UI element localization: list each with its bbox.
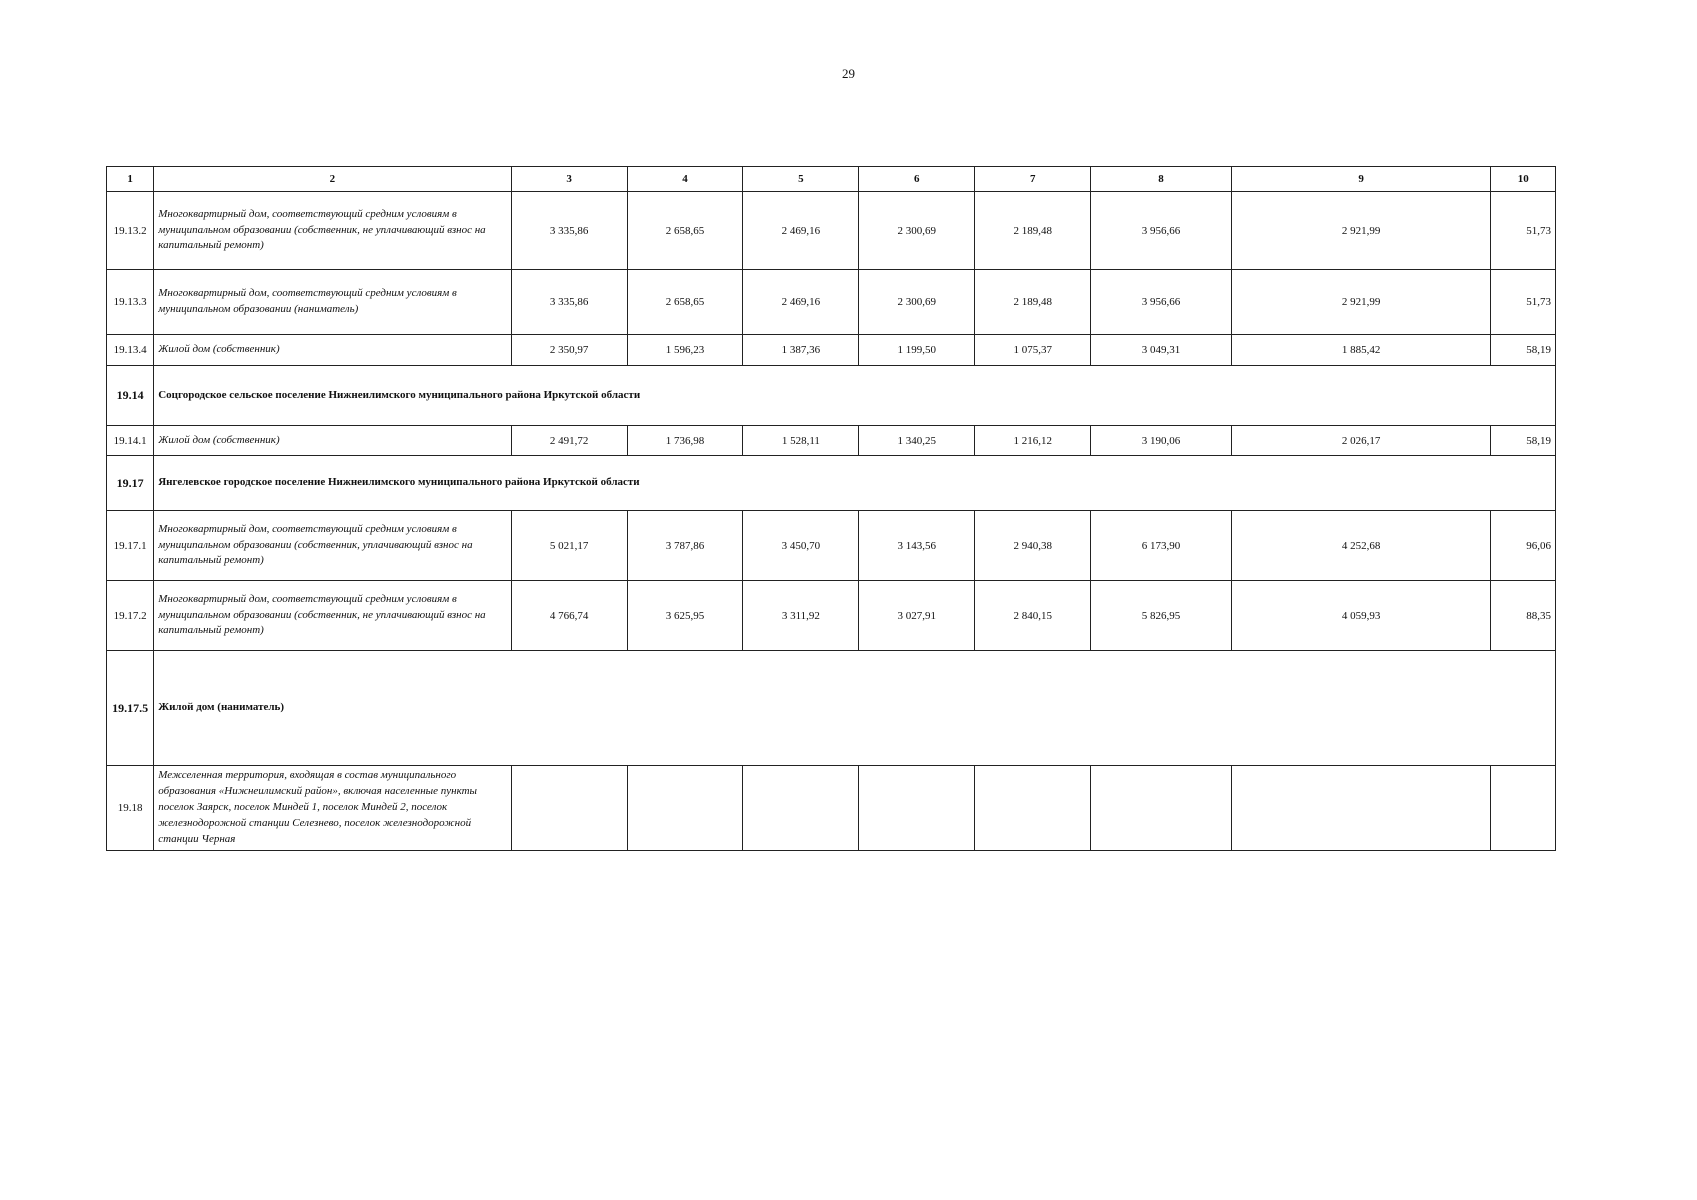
section-title: Соцгородское сельское поселение Нижнеилимского муниципального района Иркутской области [154,366,1556,426]
value-cell [1491,766,1556,851]
section-row [107,456,1556,511]
row-name: Многоквартирный дом, соответствующий средним условиям в муниципальном образовании (собственник, уплачивающий взнос на капитальный ремонт) [154,511,511,581]
value-cell: 4 059,93 [1231,581,1491,651]
table-row [107,192,1556,270]
value-cell: 2 300,69 [859,192,975,270]
value-cell: 1 075,37 [975,335,1091,366]
page-number: 29 [842,66,855,81]
column-header: 8 [1091,167,1232,192]
row-code: 19.13.2 [107,192,154,270]
row-name: Многоквартирный дом, соответствующий средним условиям в муниципальном образовании (собственник, не уплачивающий взнос на капитальный ремонт) [154,192,511,270]
table-row [107,766,1556,851]
value-cell: 3 143,56 [859,511,975,581]
tariff-table [106,166,1556,851]
column-header: 10 [1491,167,1556,192]
value-cell: 58,19 [1491,426,1556,456]
value-cell [859,766,975,851]
value-cell: 1 736,98 [627,426,743,456]
value-cell [627,766,743,851]
value-cell: 2 469,16 [743,270,859,335]
value-cell: 1 885,42 [1231,335,1491,366]
value-cell: 3 956,66 [1091,192,1232,270]
value-cell: 1 528,11 [743,426,859,456]
value-cell [1231,766,1491,851]
column-header: 7 [975,167,1091,192]
section-code: 19.17.5 [107,651,154,766]
row-name: Жилой дом (собственник) [154,335,511,366]
table-row [107,511,1556,581]
value-cell: 3 335,86 [511,270,627,335]
value-cell: 4 252,68 [1231,511,1491,581]
value-cell: 6 173,90 [1091,511,1232,581]
table-row [107,270,1556,335]
value-cell: 2 300,69 [859,270,975,335]
value-cell [1091,766,1232,851]
table-row [107,581,1556,651]
value-cell: 2 491,72 [511,426,627,456]
column-header: 5 [743,167,859,192]
section-code: 19.14 [107,366,154,426]
value-cell: 3 027,91 [859,581,975,651]
table-row [107,426,1556,456]
value-cell: 2 840,15 [975,581,1091,651]
value-cell: 2 921,99 [1231,270,1491,335]
value-cell: 2 189,48 [975,270,1091,335]
value-cell: 3 956,66 [1091,270,1232,335]
value-cell: 5 021,17 [511,511,627,581]
value-cell: 3 049,31 [1091,335,1232,366]
value-cell [743,766,859,851]
value-cell [511,766,627,851]
row-code: 19.17.2 [107,581,154,651]
column-header: 4 [627,167,743,192]
value-cell: 3 335,86 [511,192,627,270]
table-row [107,335,1556,366]
value-cell: 3 190,06 [1091,426,1232,456]
section-row [107,366,1556,426]
value-cell: 5 826,95 [1091,581,1232,651]
value-cell: 3 311,92 [743,581,859,651]
row-code: 19.14.1 [107,426,154,456]
row-name: Многоквартирный дом, соответствующий средним условиям в муниципальном образовании (собственник, не уплачивающий взнос на капитальный ремонт) [154,581,511,651]
value-cell: 3 787,86 [627,511,743,581]
value-cell: 2 658,65 [627,192,743,270]
section-title: Янгелевское городское поселение Нижнеилимского муниципального района Иркутской области [154,456,1556,511]
value-cell: 3 625,95 [627,581,743,651]
value-cell: 2 940,38 [975,511,1091,581]
column-header: 2 [154,167,511,192]
value-cell: 1 199,50 [859,335,975,366]
value-cell: 1 596,23 [627,335,743,366]
section-code: 19.17 [107,456,154,511]
value-cell: 96,06 [1491,511,1556,581]
value-cell: 88,35 [1491,581,1556,651]
row-name: Многоквартирный дом, соответствующий средним условиям в муниципальном образовании (наниматель) [154,270,511,335]
value-cell: 2 026,17 [1231,426,1491,456]
value-cell: 4 766,74 [511,581,627,651]
value-cell: 1 387,36 [743,335,859,366]
column-header: 9 [1231,167,1491,192]
section-row [107,651,1556,766]
value-cell: 51,73 [1491,192,1556,270]
value-cell [975,766,1091,851]
value-cell: 1 340,25 [859,426,975,456]
row-code: 19.17.1 [107,511,154,581]
table-header-row [107,167,1556,192]
value-cell: 3 450,70 [743,511,859,581]
value-cell: 2 350,97 [511,335,627,366]
value-cell: 2 921,99 [1231,192,1491,270]
column-header: 6 [859,167,975,192]
value-cell: 58,19 [1491,335,1556,366]
row-code: 19.18 [107,766,154,851]
row-name: Межселенная территория, входящая в состав муниципального образования «Нижнеилимский район», включая населенные пункты поселок Заярск, поселок Миндей 1, поселок Миндей 2, поселок железнодорожной станции Селезнево, поселок железнодорожной станции Черная [154,766,511,851]
value-cell: 51,73 [1491,270,1556,335]
value-cell: 2 469,16 [743,192,859,270]
value-cell: 1 216,12 [975,426,1091,456]
value-cell: 2 658,65 [627,270,743,335]
row-code: 19.13.3 [107,270,154,335]
section-title: Жилой дом (наниматель) [154,651,1556,766]
row-code: 19.13.4 [107,335,154,366]
value-cell: 2 189,48 [975,192,1091,270]
column-header: 1 [107,167,154,192]
column-header: 3 [511,167,627,192]
row-name: Жилой дом (собственник) [154,426,511,456]
